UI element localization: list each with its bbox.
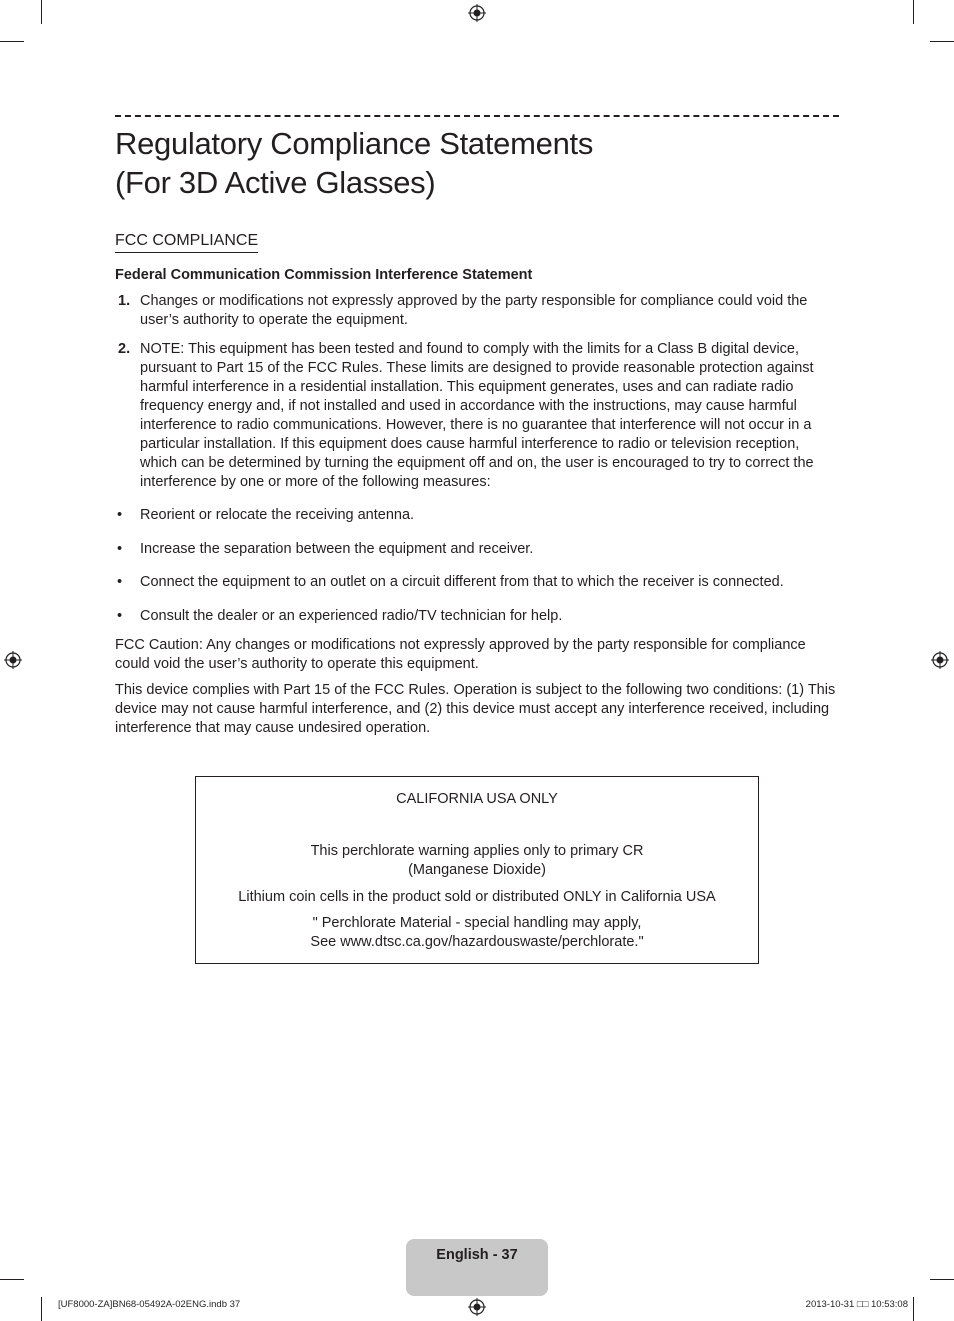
california-line-1: This perchlorate warning applies only to primary CR [310,843,644,859]
fcc-caution-label: FCC Caution [115,637,199,653]
crop-mark-bottom-right-horizontal [930,1279,954,1280]
page-title-line-2: (For 3D Active Glasses) [115,165,436,200]
registration-mark-icon [931,651,949,669]
crop-mark-top-right-vertical [913,0,914,24]
crop-mark-bottom-right-vertical [913,1297,914,1321]
bullet-text: Reorient or relocate the receiving antenna. [140,507,415,523]
bullet-text: Increase the separation between the equipment and receiver. [140,541,534,557]
crop-mark-bottom-left-horizontal [0,1279,24,1280]
california-line-3: Lithium coin cells in the product sold or distributed ONLY in California USA [238,889,716,905]
california-line-4: " Perchlorate Material - special handling may apply, [312,915,642,931]
page-number: English - 37 [436,1247,518,1263]
section-heading: FCC COMPLIANCE [115,231,258,253]
registration-mark-icon [468,1298,486,1316]
bullet-item: • Reorient or relocate the receiving antenna. [115,506,839,525]
crop-mark-bottom-left-vertical [41,1297,42,1321]
part15-paragraph: This device complies with Part 15 of the FCC Rules. Operation is subject to the following two conditions: (1) This device may not cause harmful interference, and (2) this device must accept any interference received, including interference that may cause undesired operation. [115,682,836,736]
item-number: 2. [118,341,131,357]
california-line-5: See www.dtsc.ca.gov/hazardouswaste/perchlorate." [310,934,644,950]
bullet-text: Connect the equipment to an outlet on a circuit different from that to which the receiver is connected. [140,574,784,590]
bullet-text: Consult the dealer or an experienced radio/TV technician for help. [140,608,563,624]
page-number-tab [406,1239,548,1296]
item-text: : This equipment has been tested and found to comply with the limits for a Class B digital device, pursuant to Part 15 of the FCC Rules. These limits are designed to provide reasonable protection against harmful interference in a residential installation. This equipment generates, uses and can radiate radio frequency energy and, if not installed and used in accordance with the instructions, may cause harmful interference to radio communications. However, there is no guarantee that interference will not occur in a particular installation. If this equipment does cause harmful interference to radio or television reception, which can be determined by turning the equipment off and on, the user is encouraged to try to correct the interference by one or more of the following measures: [140,341,814,490]
registration-mark-icon [4,651,22,669]
crop-mark-top-right-horizontal [930,41,954,42]
bullet-item: • Increase the separation between the equipment and receiver. [115,540,839,559]
fcc-caution-paragraph [115,636,839,674]
footer-file-info: [UF8000-ZA]BN68-05492A-02ENG.indb 37 [58,1299,241,1310]
crop-mark-top-left-vertical [41,0,42,24]
crop-mark-top-left-horizontal [0,41,24,42]
page-title-line-1: Regulatory Compliance Statements [115,126,594,161]
numbered-item-1 [115,292,839,330]
fcc-caution-text: : Any changes or modifications not expressly approved by the party responsible for compliance could void the user’s authority to operate this equipment. [115,637,806,672]
bullet-item: • Consult the dealer or an experienced radio/TV technician for help. [115,607,839,626]
bullet-item: • Connect the equipment to an outlet on a circuit different from that to which the receiver is connected. [115,573,839,592]
item-text: Changes or modifications not expressly approved by the party responsible for compliance could void the user’s authority to operate the equipment. [140,293,808,328]
registration-mark-icon [468,4,486,22]
subheading: Federal Communication Commission Interference Statement [115,267,533,283]
note-label: NOTE [140,341,181,357]
california-line-2: (Manganese Dioxide) [408,862,546,878]
item-number: 1. [118,293,131,309]
page-title [115,124,839,202]
numbered-item-2 [115,340,839,492]
california-notice-box [195,776,759,964]
footer-timestamp: 2013-10-31 □□ 10:53:08 [805,1299,908,1310]
california-heading: CALIFORNIA USA ONLY [396,791,558,807]
title-dashed-rule [115,115,839,117]
